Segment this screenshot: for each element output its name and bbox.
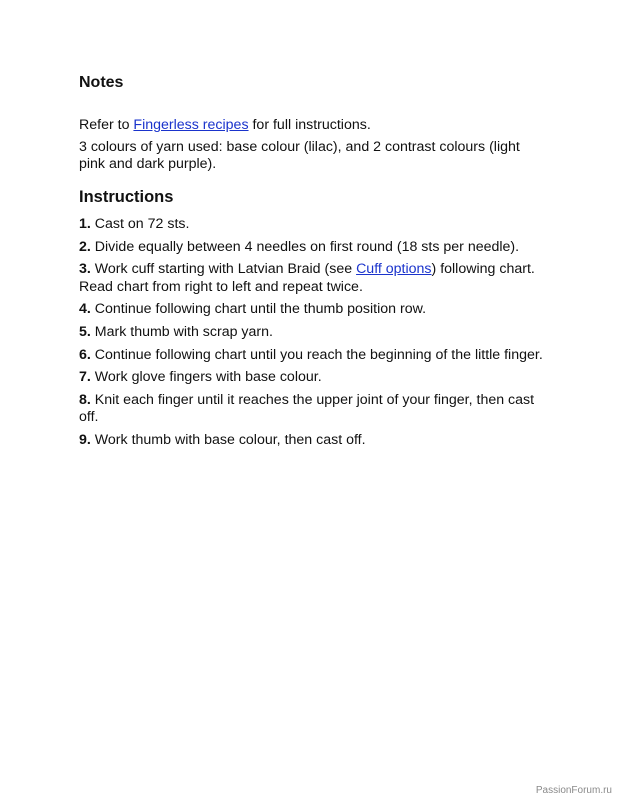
cuff-options-link[interactable]: Cuff options	[356, 261, 432, 278]
step-text: Work thumb with base colour, then cast off.	[90, 431, 366, 448]
step-text: ) following chart. Read chart from right to left and repeat twice.	[79, 261, 535, 295]
notes-heading: Notes	[79, 74, 124, 91]
step-text: Divide equally between 4 needles on first round (18 sts per needle).	[90, 238, 520, 255]
step-7	[79, 369, 549, 387]
watermark: PassionForum.ru	[535, 785, 612, 796]
notes-reference-prefix: Refer to	[79, 117, 134, 133]
step-text: Continue following chart until the thumb position row.	[90, 301, 427, 318]
step-8	[79, 392, 549, 427]
step-number: 5.	[79, 323, 91, 340]
step-number: 4.	[79, 301, 91, 318]
step-text: Work cuff starting with Latvian Braid (see	[90, 261, 357, 278]
instruction-steps	[79, 216, 549, 455]
step-9	[79, 432, 549, 450]
step-3	[79, 261, 549, 296]
step-number: 1.	[79, 216, 91, 232]
step-number: 6.	[79, 346, 91, 363]
step-text: Continue following chart until you reach the beginning of the little finger.	[90, 346, 543, 363]
instructions-heading: Instructions	[79, 188, 174, 206]
step-text: Knit each finger until it reaches the upper joint of your finger, then cast off.	[79, 391, 535, 426]
step-text: Work glove fingers with base colour.	[90, 369, 322, 386]
step-4	[79, 301, 549, 319]
step-1	[79, 216, 549, 234]
step-6	[79, 347, 549, 365]
fingerless-recipes-link[interactable]: Fingerless recipes	[133, 117, 249, 133]
step-number: 8.	[79, 391, 91, 408]
notes-reference-line	[79, 117, 549, 135]
notes-yarn-line: 3 colours of yarn used: base colour (lilac), and 2 contrast colours (light pink and dark purple).	[79, 138, 520, 173]
step-number: 9.	[79, 431, 91, 448]
notes-reference-suffix: for full instructions.	[248, 117, 371, 133]
step-5	[79, 324, 549, 342]
step-number: 2.	[79, 238, 91, 255]
step-text: Mark thumb with scrap yarn.	[90, 323, 273, 340]
notes-body	[79, 117, 549, 178]
step-number: 3.	[79, 261, 91, 278]
step-text: Cast on 72 sts.	[90, 216, 190, 232]
step-number: 7.	[79, 369, 91, 386]
step-2	[79, 239, 549, 257]
